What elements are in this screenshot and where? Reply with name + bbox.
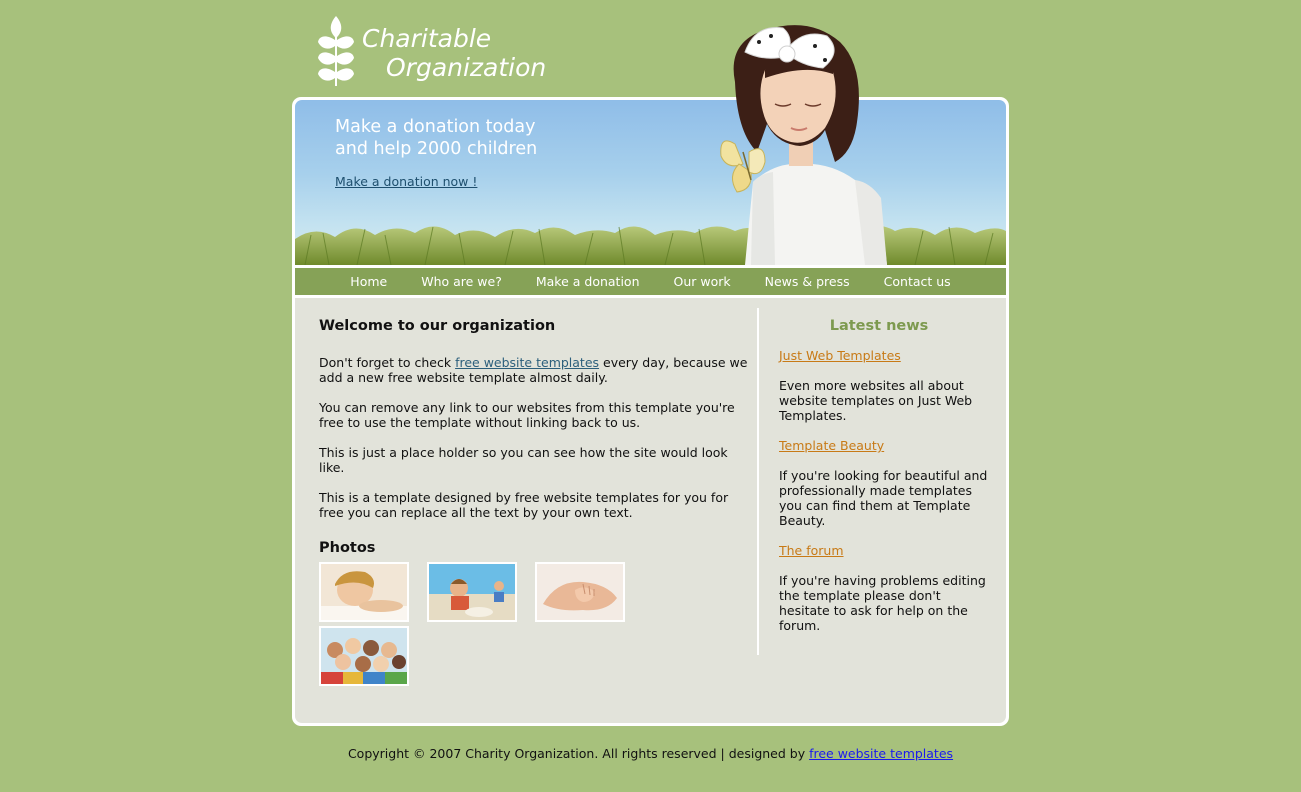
nav-item-news-press[interactable]: News & press — [764, 274, 850, 289]
nav-item-make-a-donation[interactable]: Make a donation — [535, 274, 640, 289]
p1-text-after: every day, because we add a new free website template almost daily. — [319, 355, 748, 385]
photo-thumbnail-group-of-kids[interactable] — [319, 626, 409, 686]
donate-now-link[interactable]: Make a donation now ! — [335, 174, 478, 189]
news-text-3: If you're having problems editing the template please don't hesitate to ask for help on the forum. — [779, 573, 986, 633]
site-logo[interactable] — [316, 14, 556, 90]
page-title: Welcome to our organization — [319, 318, 556, 334]
nav-item-home[interactable]: Home — [350, 274, 388, 289]
grass-image — [295, 205, 1006, 265]
girl-photo — [705, 12, 895, 265]
latest-news-sidebar — [779, 318, 994, 633]
logo-line-2: Organization — [386, 53, 547, 82]
news-link-template-beauty[interactable]: Template Beauty — [779, 438, 885, 453]
main-column — [319, 318, 749, 556]
paragraph-4: This is a template designed by free website templates for you for free you can replace all the text by your own text. — [319, 490, 729, 520]
logo-line-1: Charitable — [362, 24, 492, 53]
photo-thumbnail-baby-hand[interactable] — [535, 562, 625, 622]
free-templates-link[interactable]: free website templates — [455, 355, 600, 370]
main-nav — [295, 268, 1006, 295]
copyright-text: Copyright © 2007 Charity Organization. All rights reserved | designed by — [347, 746, 810, 761]
news-link-the-forum[interactable]: The forum — [779, 543, 844, 558]
tagline-line-2: and help 2000 children — [335, 139, 538, 159]
column-divider — [757, 308, 759, 655]
paragraph-2: You can remove any link to our websites from this template you're free to use the template without linking back to us. — [319, 400, 735, 430]
news-text-1: Even more websites all about website templates on Just Web Templates. — [779, 378, 973, 423]
nav-item-contact-us[interactable]: Contact us — [883, 274, 951, 289]
photos-title: Photos — [319, 540, 376, 556]
paragraph-1 — [319, 355, 749, 385]
news-text-2: If you're looking for beautiful and professionally made templates you can find them at Template Beauty. — [779, 468, 988, 528]
news-link-just-web-templates[interactable]: Just Web Templates — [779, 348, 901, 363]
photo-thumbnail-beach-boy[interactable] — [427, 562, 517, 622]
nav-item-who-are-we[interactable]: Who are we? — [421, 274, 502, 289]
wheat-icon — [316, 14, 356, 88]
banner-tagline — [335, 116, 537, 160]
tagline-line-1: Make a donation today — [335, 117, 536, 137]
paragraph-3: This is just a place holder so you can see how the site would look like. — [319, 445, 728, 475]
footer — [0, 746, 1301, 761]
latest-news-title: Latest news — [829, 318, 929, 334]
footer-templates-link[interactable]: free website templates — [809, 746, 954, 761]
photo-thumbnail-child-lying[interactable] — [319, 562, 409, 622]
nav-item-our-work[interactable]: Our work — [673, 274, 731, 289]
p1-text-before: Don't forget to check — [319, 355, 456, 370]
